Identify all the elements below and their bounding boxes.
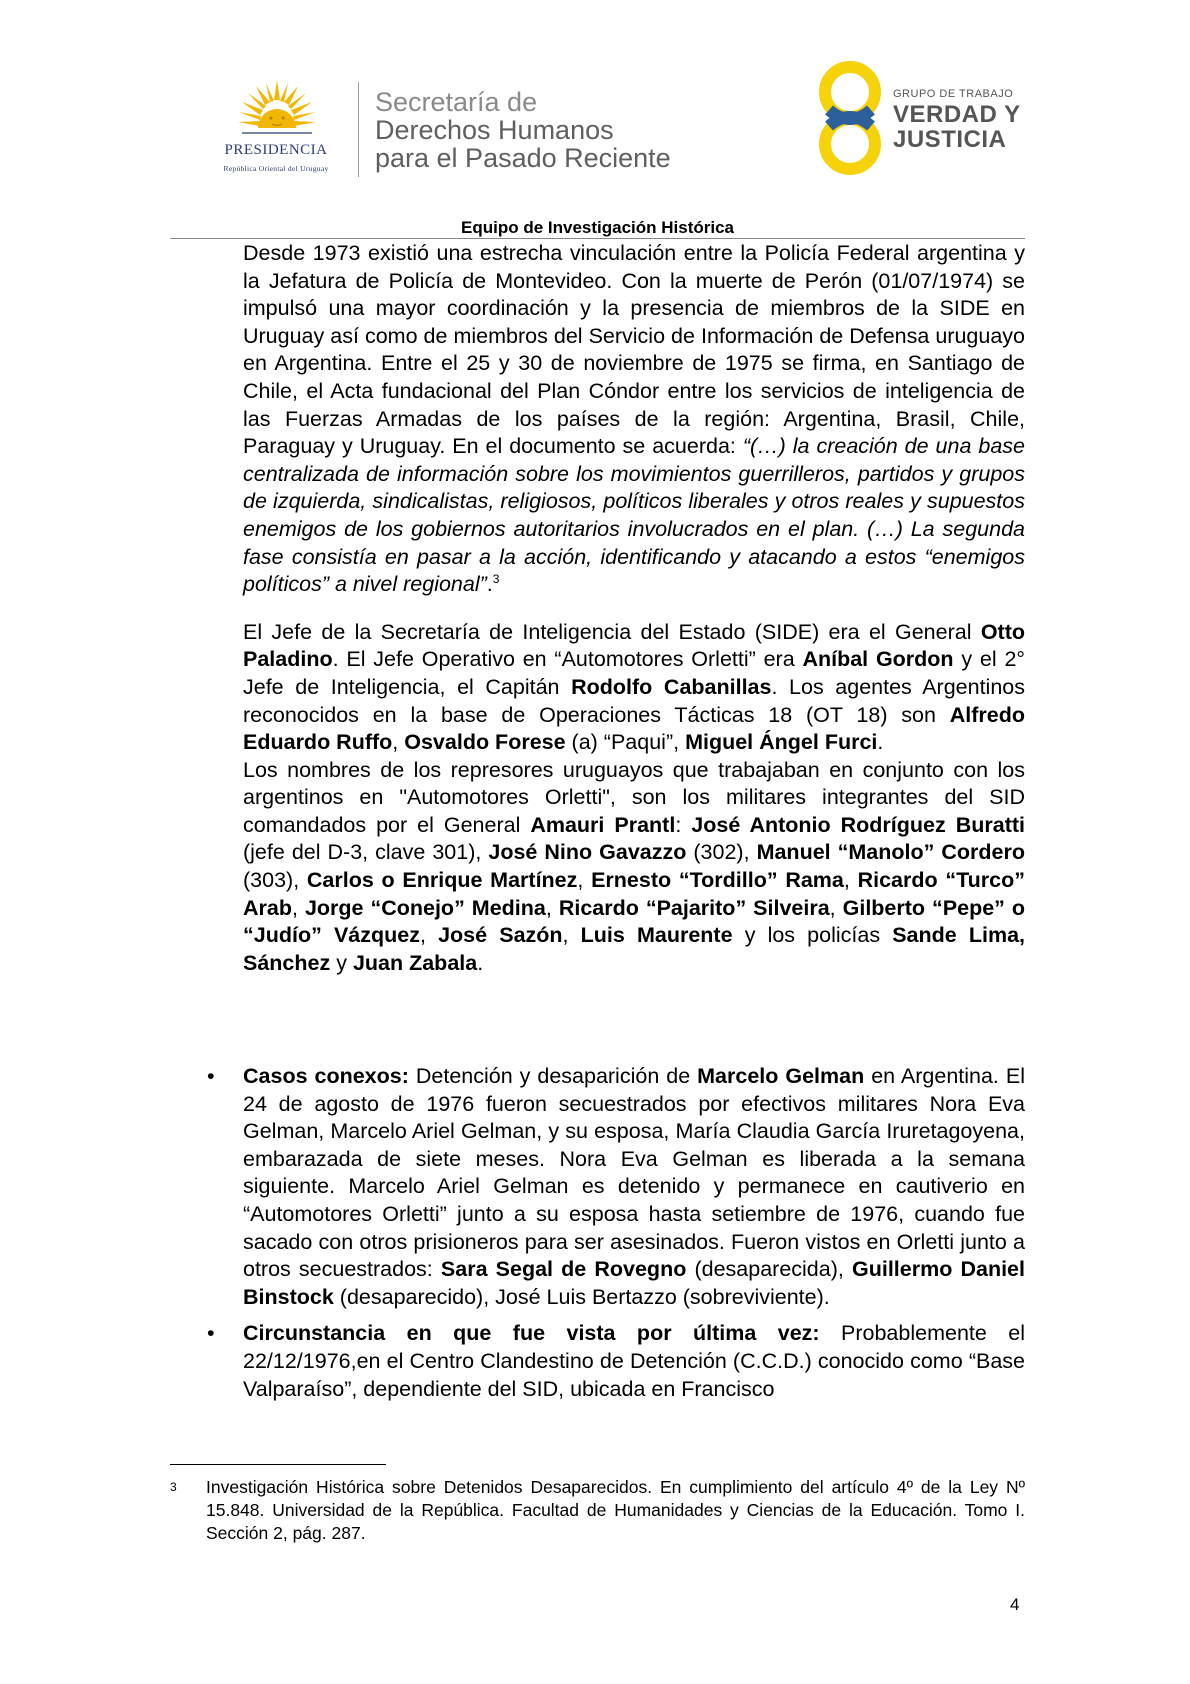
p3-text: Los nombres de los represores uruguayos que trabajaban en conjunto con los argentinos en "Automotores Orletti", son los militares integrantes del SID comandados por el General (243, 757, 1025, 837)
list-item-casos-conexos (207, 1063, 1025, 1311)
p3-text: y los policías (732, 923, 893, 948)
secretaria-logo-text (375, 88, 671, 172)
footnote-number: 3 (170, 1480, 177, 1494)
presidencia-subtitle: República Oriental del Uruguay (223, 164, 329, 173)
header-divider (358, 82, 359, 177)
secretaria-line3: para el Pasado Reciente (375, 143, 671, 173)
p1-quote: “(…) la creación de una base centralizada de información sobre los movimientos guerrilleros, partidos y grupos de izquierda, sindicalistas, religiosos, políticos liberales y otros reales y supuestos enemigos de los gobiernos autoritarios involucrados en el plan. (…) La segunda fase consistía en pasar a la acción, identificando y atacando a estos “enemigos políticos” a nivel regional” (243, 434, 1025, 597)
bullet-marker: • (207, 1064, 215, 1088)
bullet-text: (desaparecido), José Luis Bertazzo (sobreviviente). (333, 1284, 830, 1309)
header-rule (170, 238, 1025, 239)
p3-text: , (419, 923, 439, 948)
p3-name: Amauri Prantl (530, 812, 676, 837)
p2-name: Alfredo Eduardo Ruffo (243, 702, 1025, 755)
p3-text: (302), (686, 840, 757, 865)
p3-name: Sande Lima, Sánchez (243, 923, 1026, 975)
footnote-rule (170, 1464, 386, 1465)
page-number: 4 (1010, 1595, 1020, 1614)
p2-text: El Jefe de la Secretaría de Inteligencia del Estado (SIDE) era el General (243, 619, 981, 644)
p3-text: , (562, 923, 581, 948)
p3-text: y (330, 950, 353, 975)
p3-name: Carlos o Enrique Martínez (306, 868, 578, 893)
p1-text: Desde 1973 existió una estrecha vinculación entre la Policía Federal argentina y la Jefatura de Policía de Montevideo. Con la muerte de Perón (01/07/1974) se impulsó una mayor coordinación y la presencia de miembros de la SIDE en Uruguay así como de miembros del Servicio de Información de Defensa uruguayo en Argentina. Entre el 25 y 30 de noviembre de 1975 se firma, en Santiago de Chile, el Acta fundacional del Plan Cóndor entre los servicios de inteligencia de las Fuerzas Armadas de los países de la región: Argentina, Brasil, Chile, Paraguay y Uruguay. En el documento se acuerda: (243, 241, 1025, 459)
p2-name: Otto Paladino (243, 619, 1025, 672)
secretaria-line2: Derechos Humanos (375, 115, 614, 145)
bullet-marker: • (207, 1321, 215, 1346)
presidencia-logo (196, 78, 356, 178)
bullet-label: Circunstancia en que fue vista por última vez: (243, 1321, 820, 1346)
p3-text: , (577, 868, 592, 893)
p2-name: Rodolfo Cabanillas (571, 674, 772, 699)
p3-name: Luis Maurente (580, 923, 733, 948)
p3-name: José Nino Gavazzo (488, 840, 687, 865)
list-item-circunstancia (207, 1320, 1026, 1403)
p3-name: Gilberto “Pepe” o “Judío” Vázquez (243, 895, 1026, 948)
p3-text: : (675, 812, 692, 837)
p3-text: , (545, 895, 559, 920)
bullet-text: Detención y desaparición de (408, 1064, 698, 1088)
p3-text: (303), (243, 868, 307, 893)
vj-mark-icon (815, 58, 885, 178)
p3-name: Ernesto “Tordillo” Rama (591, 868, 844, 893)
verdad-justicia-logo (815, 58, 1025, 178)
p3-text: , (829, 895, 843, 920)
p3-name: Manuel “Manolo” Cordero (756, 840, 1025, 865)
bullet-text: en Argentina. El 24 de agosto de 1976 fueron secuestrados por efectivos militares Nora Eva Gelman, Marcelo Ariel Gelman, y su esposa, María Claudia García Iruretagoyena, embarazada de siete meses. Nora Eva Gelman es liberada a la semana siguiente. Marcelo Ariel Gelman es detenido y permanece en cautiverio en “Automotores Orletti” junto a su esposa hasta setiembre de 1976, cuando fue sacado con otros prisioneros para ser asesinados. Fueron vistos en Orletti junto a otros secuestrados: (243, 1064, 1025, 1282)
vj-title-line1: VERDAD Y (893, 101, 1021, 128)
p2-text: . El Jefe Operativo en “Automotores Orletti” era (332, 647, 803, 672)
footnote (170, 1476, 1025, 1546)
p2-text: . Los agentes Argentinos reconocidos en la base de Operaciones Tácticas 18 (OT 18) son (243, 674, 1026, 727)
p3-name: Ricardo “Pajarito” Silveira (558, 895, 830, 920)
body-text (243, 240, 1025, 977)
bullet-name: Sara Segal de Rovegno (440, 1257, 687, 1282)
p3-name: Jorge “Conejo” Medina (304, 895, 546, 920)
p3-text: , (291, 895, 305, 920)
presidencia-title: PRESIDENCIA (224, 142, 328, 158)
p2-text: , (392, 730, 405, 755)
p3-name: Ricardo “Turco” Arab (243, 868, 1025, 920)
p3-text: , (843, 868, 858, 893)
equipo-heading: Equipo de Investigación Histórica (461, 218, 734, 237)
paragraph-side (243, 619, 1025, 757)
p3-name: Juan Zabala (352, 950, 478, 975)
bullet-text: (desaparecida), (686, 1257, 852, 1282)
bullet-name: Marcelo Gelman (697, 1064, 865, 1088)
p3-text: . (477, 950, 484, 975)
p2-text: y el 2° Jefe de Inteligencia, el Capitán (243, 647, 1025, 699)
p3-name: José Antonio Rodríguez Buratti (691, 812, 1025, 837)
sun-icon (236, 78, 318, 138)
vj-small-text: GRUPO DE TRABAJO (893, 88, 1014, 100)
bullet-list (207, 1063, 1026, 1412)
p2-name: Aníbal Gordon (802, 647, 954, 672)
bullet-name: Guillermo Daniel Binstock (243, 1257, 1025, 1309)
footnote-ref: 3 (492, 571, 500, 586)
p2-text: . (877, 730, 884, 755)
vj-title-line2: JUSTICIA (893, 126, 1007, 153)
p2-text: (a) “Paqui”, (565, 730, 686, 755)
bullet-label: Casos conexos: (243, 1064, 409, 1088)
footnote-text: Investigación Histórica sobre Detenidos Desaparecidos. En cumplimiento del artículo 4º de la Ley Nº 15.848. Universidad de la República. Facultad de Humanidades y Ciencias de la Educación. Tomo I. Sección 2, pág. 287. (206, 1477, 1025, 1544)
page-header (0, 0, 1190, 240)
p2-name: Osvaldo Forese (404, 730, 566, 755)
p2-name: Miguel Ángel Furci (685, 730, 878, 755)
paragraph-plan-condor (243, 240, 1025, 599)
paragraph-represores (243, 757, 1025, 978)
p3-name: José Sazón (438, 923, 563, 948)
secretaria-line1: Secretaría de (375, 87, 538, 117)
bullet-text: Probablemente el 22/12/1976,en el Centro Clandestino de Detención (C.C.D.) conocido como “Base Valparaíso”, dependiente del SID, ubicada en Francisco (243, 1321, 1026, 1401)
p1-end: . (486, 572, 493, 597)
p3-text: (jefe del D-3, clave 301), (243, 840, 489, 865)
vj-title (893, 102, 1021, 152)
